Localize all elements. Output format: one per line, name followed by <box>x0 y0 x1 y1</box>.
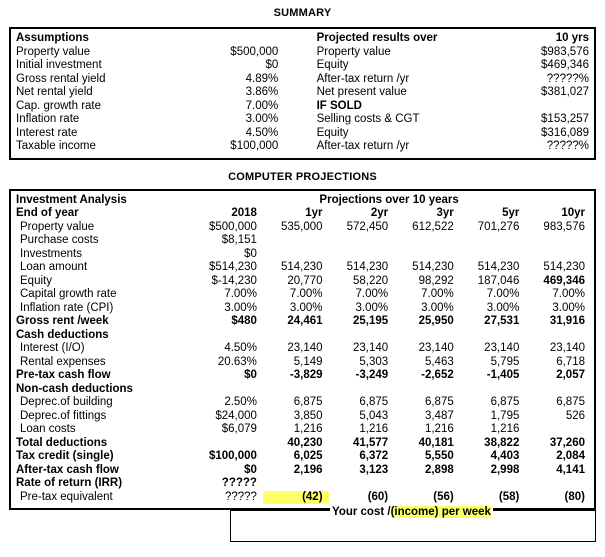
projections-column-header-10yr: 10yr <box>561 207 585 219</box>
projections-cell: 25,195 <box>352 315 389 327</box>
projections-cell: 4,141 <box>556 463 585 476</box>
projections-cell: 3.00% <box>289 301 323 314</box>
projections-cell: 41,577 <box>352 436 389 449</box>
projections-column-header-2018: 2018 <box>231 207 257 219</box>
summary-assumption-value: 3.86% <box>245 86 279 98</box>
projections-row <box>11 464 594 478</box>
projections-cell: -2,652 <box>421 369 454 381</box>
projections-cell: 98,292 <box>418 274 454 287</box>
projections-cell: 7.00% <box>421 288 454 300</box>
summary-assumption-label: Net rental yield <box>16 86 93 98</box>
projections-cell: $514,230 <box>208 261 257 273</box>
projections-row <box>11 383 594 397</box>
projections-column-header-3yr: 3yr <box>436 207 454 219</box>
projections-row <box>11 329 594 343</box>
projections-cell <box>184 329 263 343</box>
projections-cell: $8,151 <box>221 234 257 246</box>
projections-span-header: Projections over 10 years <box>319 193 459 206</box>
projections-cell: 23,140 <box>549 342 585 354</box>
projections-cell: 3.00% <box>421 301 454 314</box>
projections-cell: 1,216 <box>359 423 389 435</box>
projections-cell <box>329 329 395 343</box>
projections-cell: 526 <box>565 409 585 422</box>
projections-column-header-2yr: 2yr <box>370 207 389 219</box>
projections-cell: $0 <box>244 463 257 476</box>
summary-projected-header-value: 10 yrs <box>555 32 589 44</box>
summary-result-label: After-tax return /yr <box>316 72 410 85</box>
summary-assumption-value: 4.89% <box>245 72 279 85</box>
projections-cell: 6,875 <box>359 396 389 408</box>
cost-callout-highlighted-text: (income) per week <box>390 506 491 518</box>
projections-row <box>11 315 594 329</box>
projections-cell: 7.00% <box>552 288 585 300</box>
projections-row-label: Total deductions <box>16 436 108 449</box>
summary-row <box>16 86 589 100</box>
summary-row <box>16 100 589 114</box>
summary-column-gap <box>278 113 316 127</box>
projections-cell: 3,850 <box>293 409 323 422</box>
projections-cell: 5,149 <box>293 355 323 368</box>
projections-cell <box>525 234 594 248</box>
summary-result-label: Equity <box>316 59 349 71</box>
projections-cell: 3.00% <box>224 301 257 314</box>
projections-row <box>11 261 594 275</box>
projections-row-label: Loan costs <box>20 423 76 435</box>
summary-result-label: Property value <box>316 45 391 58</box>
summary-assumption-label: Gross rental yield <box>16 72 106 85</box>
projections-row-label: Investments <box>20 247 82 260</box>
summary-assumption-value: 7.00% <box>245 99 279 112</box>
projections-cell <box>329 477 395 491</box>
projections-cell: $480 <box>231 315 257 327</box>
projections-row-label: Pre-tax cash flow <box>16 369 111 381</box>
projections-row <box>11 342 594 356</box>
projections-cell: 23,140 <box>418 342 454 354</box>
projections-cell <box>263 234 329 248</box>
projections-title: COMPUTER PROJECTIONS <box>228 170 377 183</box>
projections-row <box>11 288 594 302</box>
projections-cell <box>263 329 329 343</box>
projections-cell: 27,531 <box>484 315 520 327</box>
investment-analysis-label: Investment Analysis <box>16 193 127 206</box>
projections-cell: $24,000 <box>215 409 257 422</box>
projections-panel <box>9 189 596 511</box>
summary-assumption-value: $100,000 <box>230 140 279 152</box>
summary-panel <box>9 27 596 160</box>
projections-cell: 514,230 <box>280 261 323 273</box>
projections-cell: 6,875 <box>293 396 323 408</box>
projections-cell: $100,000 <box>208 450 257 462</box>
projections-row-label: Gross rent /week <box>16 315 109 327</box>
summary-assumption-label: Initial investment <box>16 59 102 71</box>
summary-assumption-value: $0 <box>265 59 279 71</box>
projections-cell: 5,795 <box>490 355 520 368</box>
projections-cell: 6,875 <box>556 396 585 408</box>
projections-cell: 3.00% <box>355 301 389 314</box>
projections-cell <box>394 234 460 248</box>
projections-cell: -3,829 <box>289 369 323 381</box>
summary-row <box>16 140 589 154</box>
summary-result-value <box>488 100 589 114</box>
projections-row <box>11 410 594 424</box>
projections-row <box>11 477 594 491</box>
projections-cell: 2.50% <box>224 396 257 408</box>
projections-cell: 7.00% <box>486 288 520 300</box>
projections-cell <box>460 383 526 397</box>
projections-cell <box>329 248 395 262</box>
projections-cell: 24,461 <box>287 315 323 327</box>
projections-row-label: After-tax cash flow <box>16 463 119 476</box>
summary-column-gap <box>278 86 316 100</box>
summary-assumption-label: Property value <box>16 45 91 58</box>
summary-column-gap <box>278 59 316 73</box>
projections-cell <box>525 329 594 343</box>
projections-row <box>11 275 594 289</box>
summary-result-value: ?????% <box>546 72 589 85</box>
projections-cell <box>525 383 594 397</box>
projections-cell <box>394 477 460 491</box>
projections-cell: 3,487 <box>424 409 454 422</box>
summary-assumptions-header-value <box>167 32 278 46</box>
projections-row <box>11 491 594 505</box>
projections-cell: 25,950 <box>418 315 454 327</box>
projections-cell: 514,230 <box>543 261 585 273</box>
projections-cell: $6,079 <box>221 423 257 435</box>
projections-cell: ????? <box>224 490 257 503</box>
projections-cell: 20.63% <box>217 355 257 368</box>
summary-row <box>16 59 589 73</box>
projections-row <box>11 248 594 262</box>
projections-cell: 3,123 <box>359 463 389 476</box>
projections-row <box>11 423 594 437</box>
summary-assumptions-header: Assumptions <box>16 32 89 44</box>
projections-row-label: Purchase costs <box>20 234 99 246</box>
projections-row-label: Interest (I/O) <box>20 342 85 354</box>
projections-cell: 5,043 <box>359 409 389 422</box>
projections-cell <box>394 248 460 262</box>
projections-cell <box>263 477 329 491</box>
projections-cell <box>460 477 526 491</box>
projections-cell: 187,046 <box>477 274 520 287</box>
projections-cell: 5,303 <box>359 355 389 368</box>
summary-column-gap <box>278 73 316 87</box>
projections-cell: 31,916 <box>549 315 585 327</box>
summary-result-value: $153,257 <box>541 113 589 125</box>
projections-row <box>11 302 594 316</box>
projections-cell: (58) <box>498 490 520 503</box>
projections-cell: $0 <box>244 369 257 381</box>
projections-column-header-5yr: 5yr <box>502 207 520 219</box>
projections-cell <box>525 477 594 491</box>
cost-callout-label <box>330 506 493 518</box>
projections-cell: 1,216 <box>490 423 520 435</box>
projections-cell: 7.00% <box>289 288 323 300</box>
projections-cell: (42) <box>263 491 329 505</box>
projections-cell: 983,576 <box>543 220 585 233</box>
projections-cell: 469,346 <box>543 274 585 287</box>
projections-cell: 514,230 <box>477 261 520 273</box>
projections-cell: 535,000 <box>280 220 323 233</box>
projections-cell <box>394 329 460 343</box>
projections-cell: 2,998 <box>490 463 520 476</box>
projections-cell: 2,196 <box>293 463 323 476</box>
projections-row <box>11 396 594 410</box>
projections-cell: 514,230 <box>346 261 389 273</box>
projections-column-header-row <box>11 207 594 221</box>
projections-row <box>11 234 594 248</box>
projections-cell: 37,260 <box>549 436 585 449</box>
summary-result-label: Net present value <box>316 86 407 98</box>
summary-result-label: Selling costs & CGT <box>316 113 420 125</box>
projections-cell: 1,216 <box>424 423 454 435</box>
projections-title-row <box>11 194 594 208</box>
summary-table <box>16 32 589 154</box>
projections-cell <box>460 234 526 248</box>
projections-cell: 20,770 <box>287 274 323 287</box>
projections-cell: 3.00% <box>552 301 585 314</box>
projections-cell: 4.50% <box>224 342 257 354</box>
summary-result-value: ?????% <box>546 140 589 152</box>
summary-result-label: After-tax return /yr <box>316 140 410 152</box>
projections-row-label: Property value <box>20 220 95 233</box>
summary-result-value: $381,027 <box>541 86 589 98</box>
projections-row-label: Tax credit (single) <box>16 450 114 462</box>
summary-result-value: $316,089 <box>541 126 589 139</box>
projections-cell: 1,795 <box>490 409 520 422</box>
projections-row-label: Rate of return (IRR) <box>16 477 123 489</box>
projections-row <box>11 369 594 383</box>
projections-column-header-1yr: 1yr <box>305 207 323 219</box>
projections-cell <box>525 248 594 262</box>
cost-callout-plain-text: Your cost / <box>332 506 391 518</box>
projections-row-label: Rental expenses <box>20 355 106 368</box>
summary-assumption-value: 3.00% <box>245 113 279 125</box>
projections-cell: 7.00% <box>355 288 389 300</box>
projections-cell <box>263 248 329 262</box>
summary-assumption-value: 4.50% <box>245 126 279 139</box>
summary-result-label: IF SOLD <box>316 99 362 112</box>
projections-cell: 3.00% <box>486 301 520 314</box>
projections-row <box>11 437 594 451</box>
projections-cell: 701,276 <box>477 220 520 233</box>
projections-cell: -1,405 <box>486 369 520 381</box>
projections-cell: 58,220 <box>352 274 389 287</box>
projections-row-label: Deprec.of building <box>20 396 113 408</box>
summary-assumption-label: Inflation rate <box>16 113 80 125</box>
projections-row <box>11 356 594 370</box>
projections-cell <box>525 423 594 437</box>
summary-row <box>16 113 589 127</box>
projections-row-label: Non-cash deductions <box>16 382 133 395</box>
summary-row <box>16 127 589 141</box>
summary-column-gap <box>278 127 316 141</box>
projections-row-label: Loan amount <box>20 261 88 273</box>
summary-column-gap <box>278 100 316 114</box>
projections-cell <box>460 329 526 343</box>
summary-header-row <box>16 32 589 46</box>
projections-cell: 23,140 <box>484 342 520 354</box>
projections-cell <box>329 383 395 397</box>
projections-cell: 23,140 <box>352 342 389 354</box>
projections-cell: 2,084 <box>556 450 585 462</box>
projections-cell: 514,230 <box>412 261 454 273</box>
projections-cell <box>184 437 263 451</box>
projections-cell <box>394 383 460 397</box>
summary-assumption-label: Cap. growth rate <box>16 99 102 112</box>
projections-cell: (80) <box>564 490 585 503</box>
projections-row-label: Capital growth rate <box>20 288 117 300</box>
projections-cell: 6,025 <box>293 450 323 462</box>
projections-cell: ????? <box>221 477 257 489</box>
summary-assumption-label: Interest rate <box>16 126 78 139</box>
summary-result-value: $983,576 <box>541 45 589 58</box>
projections-cell: 612,522 <box>412 220 454 233</box>
summary-column-gap <box>278 140 316 154</box>
summary-column-gap <box>278 32 316 46</box>
projections-cell: 6,875 <box>490 396 520 408</box>
summary-column-gap <box>278 46 316 60</box>
projections-cell: (60) <box>367 490 389 503</box>
summary-title: SUMMARY <box>273 7 332 19</box>
projections-cell <box>184 383 263 397</box>
projections-table <box>11 194 594 505</box>
projections-row-label: Inflation rate (CPI) <box>20 301 114 314</box>
projections-row-label: Pre-tax equivalent <box>20 490 113 503</box>
summary-assumption-value: $500,000 <box>230 45 279 58</box>
projections-cell <box>460 248 526 262</box>
projections-cell <box>263 383 329 397</box>
projections-row-label: Deprec.of fittings <box>20 409 107 422</box>
projections-row-label: Cash deductions <box>16 328 109 341</box>
projections-row <box>11 221 594 235</box>
projections-cell: 7.00% <box>224 288 257 300</box>
summary-result-label: Equity <box>316 126 349 139</box>
projections-cell: $0 <box>244 247 257 260</box>
projections-cell: 40,230 <box>287 436 323 449</box>
summary-row <box>16 73 589 87</box>
summary-result-value: $469,346 <box>541 59 589 71</box>
projections-cell: 6,718 <box>556 355 585 368</box>
projections-cell: 23,140 <box>287 342 323 354</box>
projections-cell: 572,450 <box>346 220 389 233</box>
projections-cell: 2,057 <box>556 369 585 381</box>
projections-cell: $500,000 <box>208 220 257 233</box>
summary-projected-header: Projected results over <box>316 32 438 44</box>
projections-cell: 6,372 <box>359 450 389 462</box>
projections-cell: -3,249 <box>355 369 389 381</box>
end-of-year-label: End of year <box>16 207 79 219</box>
projections-cell: 5,550 <box>424 450 454 462</box>
summary-assumption-label: Taxable income <box>16 140 96 152</box>
projections-row <box>11 450 594 464</box>
projections-cell: $-14,230 <box>211 274 257 287</box>
summary-row <box>16 46 589 60</box>
projections-cell: 2,898 <box>424 463 454 476</box>
projections-cell: 38,822 <box>484 436 520 449</box>
projections-cell: (56) <box>433 490 454 503</box>
projections-cell: 6,875 <box>424 396 454 408</box>
projections-cell: 5,463 <box>424 355 454 368</box>
projections-row-label: Equity <box>20 274 52 287</box>
projections-cell <box>329 234 395 248</box>
projections-cell: 40,181 <box>418 436 454 449</box>
projections-cell: 1,216 <box>293 423 323 435</box>
projections-cell: 4,403 <box>490 450 520 462</box>
